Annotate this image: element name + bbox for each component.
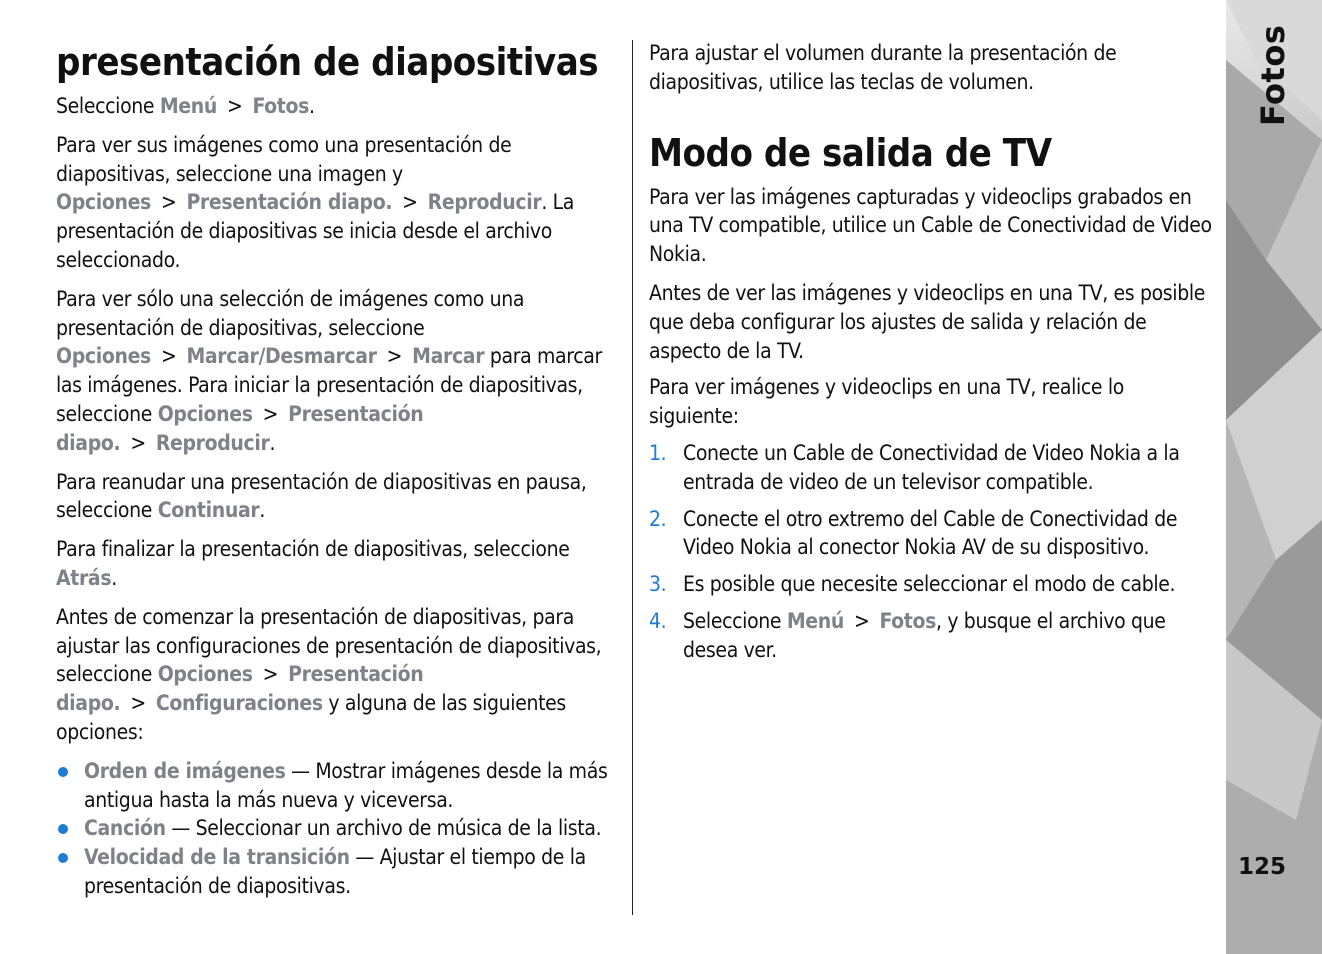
menu-key-marcar: Marcar: [412, 344, 485, 369]
right-column: [649, 0, 1215, 673]
menu-key-presentacion-diapo: Presentación diapo.: [56, 662, 424, 716]
list-item: Velocidad de la transición — Ajustar el tiempo de la presentación de diapositivas.: [56, 843, 622, 901]
paragraph-select-menu: Seleccione Menú > Fotos.: [56, 94, 315, 118]
paragraph-resume: Para reanudar una presentación de diapositivas en pausa, seleccione Continuar.: [56, 469, 587, 523]
list-item: Canción — Seleccionar un archivo de música de la lista.: [56, 814, 622, 843]
menu-key-continuar: Continuar: [157, 498, 260, 523]
menu-key-opciones: Opciones: [56, 190, 151, 215]
menu-key-menu: Menú: [786, 608, 844, 633]
chapter-sidebar: [1226, 0, 1322, 954]
paragraph-volume: Para ajustar el volumen durante la presentación de diapositivas, utilice las teclas de volumen.: [649, 41, 1117, 94]
paragraph-settings: Antes de comenzar la presentación de diapositivas, para ajustar las configuraciones de presentación de diapositivas, seleccione Opciones > Presentación diapo. > Configuraciones y alguna de las siguientes opciones:: [56, 604, 602, 744]
menu-key-opciones: Opciones: [56, 344, 151, 369]
menu-key-fotos: Fotos: [252, 94, 310, 118]
menu-key-presentacion-diapo: Presentación diapo.: [186, 190, 393, 215]
menu-key-reproducir: Reproducir: [427, 190, 542, 215]
menu-key-reproducir: Reproducir: [155, 430, 270, 455]
steps-list: [649, 439, 1215, 665]
list-item: 4. Seleccione Menú > Fotos, y busque el archivo que desea ver.: [649, 608, 1166, 662]
menu-key-atras: Atrás: [56, 565, 112, 590]
column-divider: [632, 40, 633, 915]
page-number: 125: [1238, 854, 1287, 880]
list-item: 1. Conecte un Cable de Conectividad de Video Nokia a la entrada de video de un televisor compatible.: [649, 440, 1180, 494]
menu-key-configuraciones: Configuraciones: [155, 691, 323, 716]
paragraph-tv-intro: Para ver las imágenes capturadas y videoclips grabados en una TV compatible, utilice un Cable de Conectividad de Video Nokia.: [649, 184, 1212, 267]
paragraph-tv-settings: Antes de ver las imágenes y videoclips en una TV, es posible que deba configurar los ajustes de salida y relación de aspecto de la TV.: [649, 280, 1206, 363]
section-heading-tv-out: Modo de salida de TV: [649, 130, 1052, 175]
menu-key-marcar-desmarcar: Marcar/Desmarcar: [186, 344, 377, 369]
paragraph-finish: Para finalizar la presentación de diapositivas, seleccione Atrás.: [56, 537, 570, 590]
decorative-facets: [1226, 0, 1322, 954]
paragraph-selection-slideshow: Para ver sólo una selección de imágenes como una presentación de diapositivas, seleccione Opciones > Marcar/Desmarcar > Marcar para marcar las imágenes. Para iniciar la presentación de diapositivas, seleccione Opciones > Presentación diapo. > Reproducir.: [56, 286, 602, 455]
menu-key-fotos: Fotos: [879, 608, 937, 633]
list-item: Orden de imágenes — Mostrar imágenes desde la más antigua hasta la más nueva y viceversa.: [56, 757, 622, 815]
menu-key-opciones: Opciones: [157, 662, 253, 687]
menu-key-opciones: Opciones: [157, 401, 253, 426]
paragraph-tv-steps-intro: Para ver imágenes y videoclips en una TV, realice lo siguiente:: [649, 375, 1124, 429]
section-heading-slideshow: presentación de diapositivas: [56, 40, 599, 84]
paragraph-view-slideshow: Para ver sus imágenes como una presentación de diapositivas, seleccione una imagen y Opciones > Presentación diapo. > Reproducir. La presentación de diapositivas se inicia desde el archivo seleccionado.: [56, 132, 575, 272]
menu-key-presentacion-diapo: Presentación diapo.: [56, 401, 424, 455]
list-item: 3. Es posible que necesite seleccionar el modo de cable.: [649, 572, 1176, 597]
left-column: [56, 0, 622, 901]
chapter-label: Fotos: [1254, 24, 1292, 126]
menu-key-menu: Menú: [159, 94, 217, 118]
options-list: [56, 757, 622, 901]
list-item: 2. Conecte el otro extremo del Cable de Conectividad de Video Nokia al conector Nokia AV de su dispositivo.: [649, 506, 1178, 560]
